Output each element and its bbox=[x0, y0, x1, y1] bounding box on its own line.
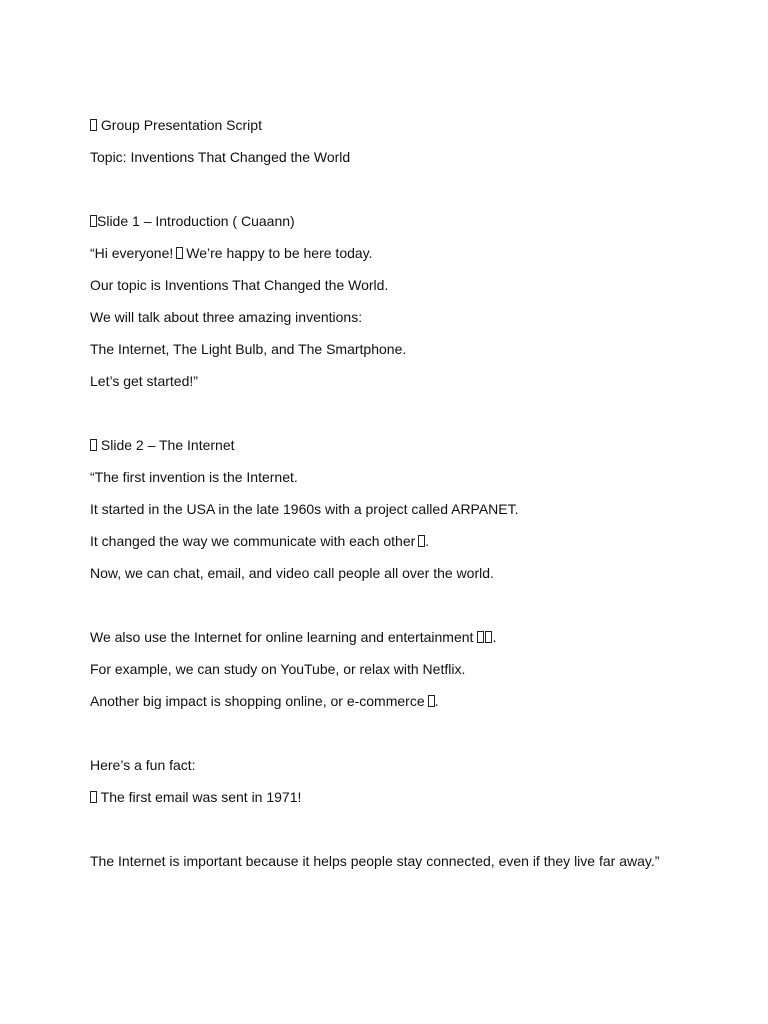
slide2-heading-text: Slide 2 – The Internet bbox=[97, 437, 235, 453]
topic-line: Topic: Inventions That Changed the World bbox=[90, 149, 351, 165]
slide2-line7-text-a: Another big impact is shopping online, or e-commerce bbox=[90, 693, 425, 709]
title-text: Group Presentation Script bbox=[97, 117, 262, 133]
document-title bbox=[90, 116, 262, 134]
missing-glyph-icon bbox=[176, 247, 183, 259]
slide2-line7-text-b: . bbox=[434, 693, 439, 709]
missing-glyph-icon bbox=[90, 439, 97, 451]
slide2-heading bbox=[90, 436, 235, 454]
missing-glyph-icon bbox=[428, 695, 435, 707]
slide2-line7 bbox=[90, 692, 439, 710]
slide2-line8: Here’s a fun fact: bbox=[90, 757, 196, 773]
missing-glyph-icon bbox=[90, 215, 97, 227]
slide2-line3-text-b: . bbox=[425, 533, 430, 549]
missing-glyph-icon bbox=[477, 631, 484, 643]
slide2-line5-text-b: . bbox=[492, 629, 497, 645]
missing-glyph-icon bbox=[90, 119, 97, 131]
slide2-line9 bbox=[90, 788, 301, 806]
slide2-line10: The Internet is important because it helps people stay connected, even if they live far away.” bbox=[90, 853, 660, 869]
slide2-line4: Now, we can chat, email, and video call people all over the world. bbox=[90, 565, 494, 581]
slide2-line6: For example, we can study on YouTube, or relax with Netflix. bbox=[90, 661, 466, 677]
slide2-line3 bbox=[90, 532, 429, 550]
slide1-heading-text: Slide 1 – Introduction ( Cuaann) bbox=[97, 213, 295, 229]
slide1-line4: The Internet, The Light Bulb, and The Smartphone. bbox=[90, 341, 407, 357]
slide1-line1-text-b: We’re happy to be here today. bbox=[186, 245, 373, 261]
missing-glyph-icon bbox=[90, 791, 97, 803]
slide2-line9-text: The first email was sent in 1971! bbox=[97, 789, 302, 805]
slide1-heading bbox=[90, 212, 295, 230]
slide2-line1: “The first invention is the Internet. bbox=[90, 469, 298, 485]
slide1-line2: Our topic is Inventions That Changed the World. bbox=[90, 277, 389, 293]
slide1-line3: We will talk about three amazing inventions: bbox=[90, 309, 363, 325]
slide1-line1-text-a: “Hi everyone! bbox=[90, 245, 174, 261]
slide2-line3-text-a: It changed the way we communicate with each other bbox=[90, 533, 416, 549]
slide2-line5-text-a: We also use the Internet for online learning and entertainment bbox=[90, 629, 474, 645]
slide2-line2: It started in the USA in the late 1960s with a project called ARPANET. bbox=[90, 501, 519, 517]
slide1-line5: Let’s get started!” bbox=[90, 373, 198, 389]
slide1-line1 bbox=[90, 244, 373, 262]
slide2-line5 bbox=[90, 628, 496, 646]
